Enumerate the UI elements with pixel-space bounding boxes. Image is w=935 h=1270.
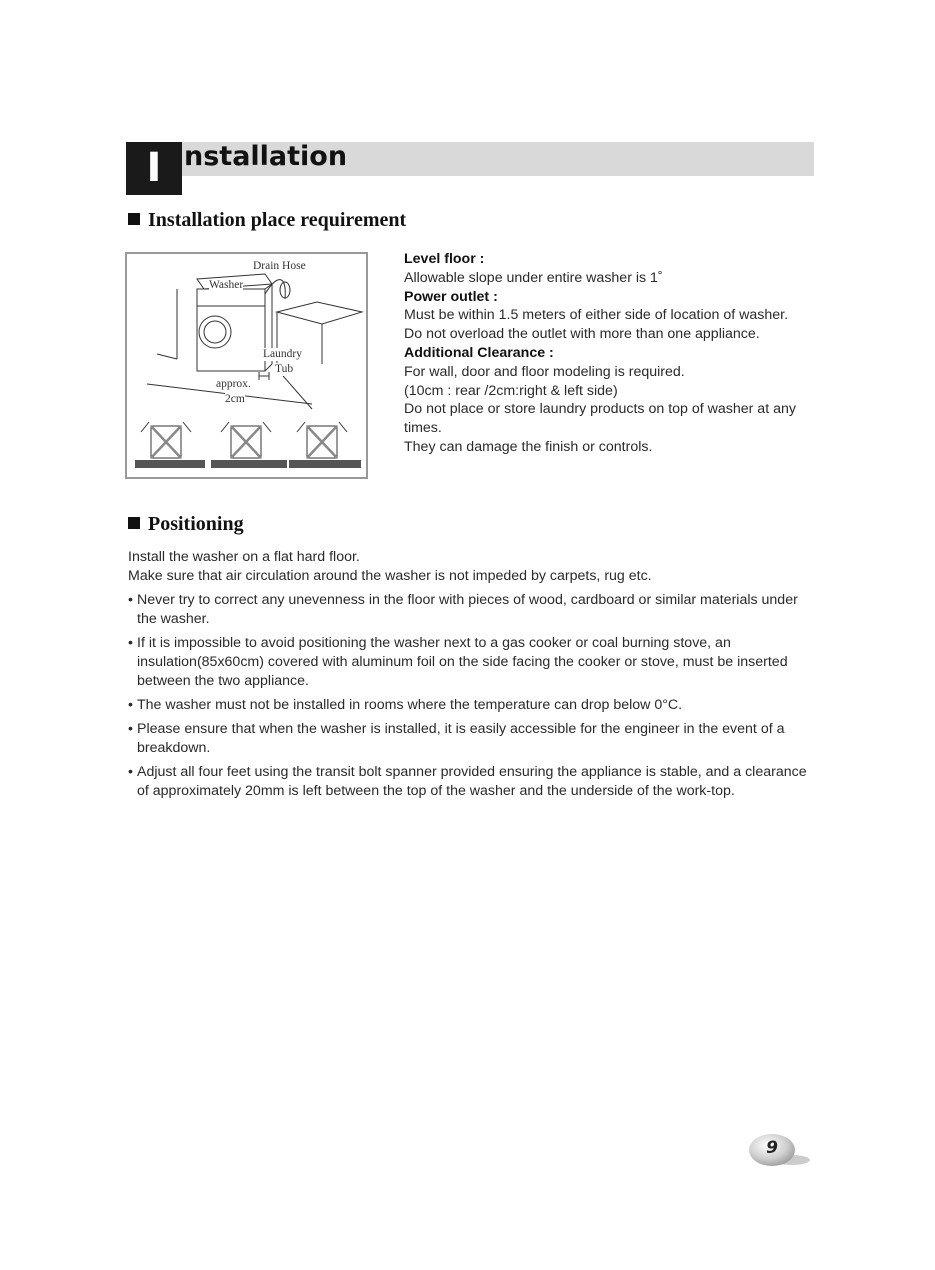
positioning-intro-1: Install the washer on a flat hard floor. <box>128 549 360 565</box>
clearance-line-4: They can damage the finish or controls. <box>404 438 653 455</box>
title-initial: I <box>146 145 162 191</box>
clearance-line-1: For wall, door and floor modeling is required. <box>404 363 685 380</box>
page-number: 9 <box>766 1138 778 1158</box>
list-item: • Please ensure that when the washer is installed, it is easily accessible for the engineer in the event of a breakdown. <box>128 721 785 756</box>
list-item: • The washer must not be installed in rooms where the temperature can drop below 0°C. <box>128 697 683 713</box>
square-bullet-icon <box>128 213 140 225</box>
drain-hose-label: Drain Hose <box>253 260 306 272</box>
positioning-text <box>128 548 818 806</box>
clearance-line-3: Do not place or store laundry products on top of washer at any times. <box>404 401 796 437</box>
level-floor-label: Level floor : <box>404 251 485 267</box>
clearance-line-2: (10cm : rear /2cm:right & left side) <box>404 382 618 399</box>
power-outlet-text: Must be within 1.5 meters of either side of location of washer. Do not overload the outlet with more than one appliance. <box>404 307 789 343</box>
additional-clearance-label: Additional Clearance : <box>404 344 554 361</box>
tub-label: Tub <box>275 363 294 375</box>
level-floor-text: Allowable slope under entire washer is 1˚ <box>404 269 663 286</box>
washer-label: Washer <box>209 279 244 291</box>
list-item: • Adjust all four feet using the transit bolt spanner provided ensuring the appliance is stable, and a clearance of approximately 20mm is left between the top of the washer and the underside of the work-top. <box>128 764 807 799</box>
installation-illustration <box>125 252 368 479</box>
positioning-intro-2: Make sure that air circulation around the washer is not impeded by carpets, rug etc. <box>128 568 652 584</box>
power-outlet-label: Power outlet : <box>404 288 498 305</box>
approx-label: approx. <box>216 378 251 390</box>
list-item: • Never try to correct any unevenness in the floor with pieces of wood, cardboard or similar materials under the washer. <box>128 592 798 627</box>
distance-label: 2cm <box>225 393 245 405</box>
requirements-text <box>404 250 804 457</box>
section-heading-installation-place: Installation place requirement <box>128 209 406 232</box>
list-item: • If it is impossible to avoid positioning the washer next to a gas cooker or coal burning stove, an insulation(85x60cm) covered with aluminum foil on the side facing the cooker or stove, must be inserted between the two appliance. <box>128 635 788 689</box>
washer-diagram-svg <box>127 254 366 477</box>
page-title: nstallation <box>184 141 348 172</box>
positioning-bullet-list <box>128 591 818 801</box>
square-bullet-icon <box>128 517 140 529</box>
section-heading-positioning: Positioning <box>128 513 244 536</box>
laundry-label: Laundry <box>263 348 302 360</box>
